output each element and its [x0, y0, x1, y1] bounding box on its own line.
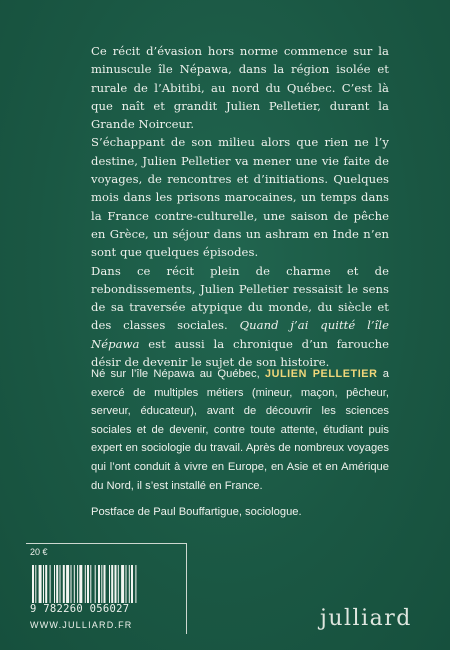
barcode-bar — [50, 565, 51, 603]
barcode-bar — [126, 565, 127, 603]
barcode-bar — [87, 565, 89, 603]
barcode-bar — [90, 565, 91, 603]
postface-credit: Postface de Paul Bouffartigue, sociologue. — [91, 506, 302, 518]
barcode-bar — [111, 565, 113, 603]
author-name: JULIEN PELLETIER — [264, 368, 378, 380]
blurb-paragraph-2: S’échappant de son milieu alors que rien ne l’y destine, Julien Pelletier va mener une vie faite de voyages, de rencontres et d’initiations. Quelques mois dans les prisons marocaines, un temps dans la France contre-culturelle, une saison de pêche en Grèce, un séjour dans un ashram en Inde n’en sont que quelques épisodes. — [91, 135, 389, 260]
barcode-bar — [95, 565, 96, 603]
barcode-bar — [118, 565, 119, 603]
bio-paragraph — [91, 365, 389, 495]
barcode-bar — [45, 565, 47, 603]
barcode-bar — [43, 565, 44, 603]
barcode-bar — [66, 565, 69, 603]
barcode-bar — [129, 565, 130, 603]
publisher-logo: julliard — [320, 606, 412, 631]
bio-end: a exercé de multiples métiers (mineur, maçon, pêcheur, serveur, éducateur), avant de découvrir les sciences sociales et de devenir, contre toute attente, étudiant puis expert en sociologie du travail. Après de nombreux voyages qui l’ont conduit à vivre en Europe, en Asie et en Amérique du Nord, il s’est installé en France. — [91, 368, 389, 492]
barcode-bar — [109, 565, 110, 603]
barcode — [30, 565, 180, 603]
barcode-bar — [74, 565, 75, 603]
price-label: 20 € — [30, 547, 48, 557]
blurb-paragraph-1: Ce récit d’évasion hors norme commence sur la minuscule île Népawa, dans la région isolée et rurale de l’Abitibi, au nord du Québec. C’est là que naît et grandit Julien Pelletier, durant la Grande Noirceur. — [91, 44, 389, 132]
barcode-bar — [98, 565, 100, 603]
barcode-bar — [101, 565, 102, 603]
blurb-p3-start: Dans ce récit plein de charme et de rebondissements, Julien Pelletier ressaisit le sens de sa traversée atypique du monde, du siècle et des classes sociales. — [91, 263, 389, 333]
blurb — [91, 42, 389, 371]
barcode-bar — [121, 565, 124, 603]
barcode-bar — [135, 565, 136, 603]
barcode-bar — [79, 565, 82, 603]
publisher-website: WWW.JULLIARD.FR — [30, 620, 133, 630]
barcode-bar — [39, 565, 42, 603]
barcode-bar — [115, 565, 117, 603]
barcode-bar — [85, 565, 86, 603]
barcode-bar — [35, 565, 36, 603]
barcode-bar — [77, 565, 78, 603]
bio-start: Né sur l’île Népawa au Québec, — [91, 368, 265, 380]
barcode-bar — [60, 565, 61, 603]
isbn-number: 9 782260 056027 — [30, 603, 130, 615]
barcode-bar — [56, 565, 58, 603]
blurb-p3-end: est aussi la chronique d’un farouche désir de devenir le sujet de son histoire. — [91, 336, 389, 370]
barcode-bar — [104, 565, 106, 603]
barcode-bar — [131, 565, 133, 603]
author-bio — [91, 365, 389, 495]
barcode-bar — [54, 565, 55, 603]
barcode-bar — [71, 565, 72, 603]
barcode-bar — [32, 565, 34, 603]
barcode-bar — [63, 565, 65, 603]
blurb-paragraph-3 — [91, 262, 389, 372]
book-title: Quand j’ai quitté l’île Népawa — [91, 318, 389, 351]
